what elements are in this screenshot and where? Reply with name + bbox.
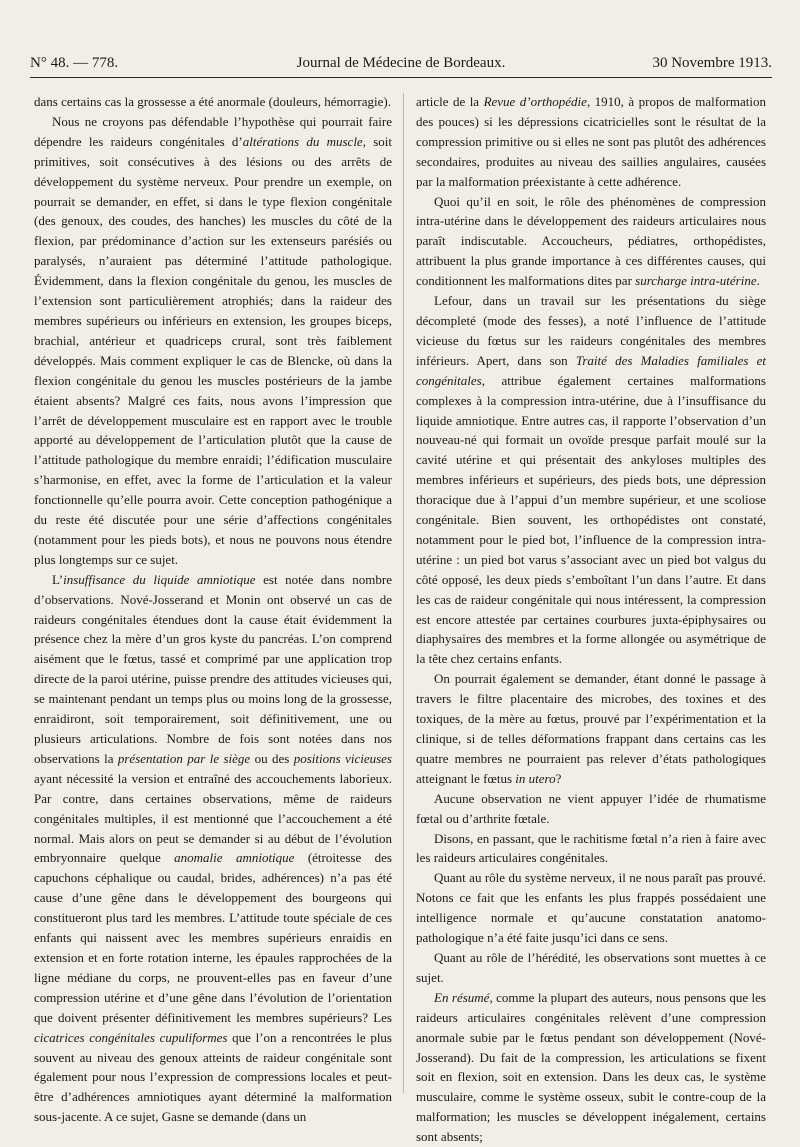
paragraph: Disons, en passant, que le rachitisme fœtal n’a rien à faire avec les raideurs articulaires congénitales.	[416, 830, 766, 866]
paragraph: Aucune observation ne vient appuyer l’idée de rhumatisme fœtal ou d’arthrite fœtale.	[416, 790, 766, 826]
paragraph: Quoi qu’il en soit, le rôle des phénomènes de compression intra-utérine dans le développement des raideurs articulaires nous paraît indiscutable. Accoucheurs, pédiatres, orthopédistes, attribuent la plus grande importance à ces différentes causes, qui conditionnent les malformations dites par surcharge intra-utérine.	[416, 193, 766, 289]
paragraph: Nous ne croyons pas défendable l’hypothèse qui pourrait faire dépendre les raideurs congénitales d’altérations du muscle, soit primitives, soit consécutives à des lésions ou des arrêts de développement du système nerveux. Pour prendre un exemple, on pourrait se demander, en effet, si dans le type flexion congénitale (des genoux, des coudes, des hanches) les muscles du côté de la flexion, par prédominance d’action sur les extenseurs parésiés ou paralysés, n’auraient pas déterminé l’attitude pathologique. Évidemment, dans la flexion congénitale du genou, les muscles de l’extension sont particulièrement atrophiés; dans la raideur des membres supérieurs ou inférieurs en extension, les groupes biceps, brachial, antérieur et quadriceps crural, sont très faiblement développés. Mais comment expliquer le cas de Blencke, où dans la flexion congénitale du genou les muscles postérieurs de la jambe étaient absents? Malgré ces faits, nous avons l’impression que l’arrêt de développement musculaire est en rapport avec le trouble apporté au développement de l’articulation plutôt que la cause de l’attitude pathologique du membre enraidi; l’édification musculaire s’harmonise, en effet, avec la forme de l’articulation et la valeur fonctionnelle qu’elle pourra avoir. Cette conception pathogénique a du reste été discutée pour une série d’affections congénitales (notamment pour les pieds bots), et nous ne pouvons nous étendre plus longtemps sur ce sujet.	[34, 113, 392, 567]
paragraph: Quant au rôle du système nerveux, il ne nous paraît pas prouvé. Notons ce fait que les enfants les plus frappés possédaient une intelligence normale et qu’aucune constatation anatomo-pathologique n’a été faite jusqu’ici dans ce sens.	[416, 870, 766, 946]
paragraph: En résumé, comme la plupart des auteurs, nous pensons que les raideurs articulaires congénitales relèvent d’une compression anormale subie par le fœtus pendant son développement (Nové-Josserand). Du fait de la compression, les articulations se fixent soit en flexion, soit en extension. Dans les deux cas, le système musculaire, comme le système osseux, subit le contre-coup de la malformation; les muscles se développent inégalement, certains sont absents;	[416, 989, 766, 1145]
header-rule	[30, 77, 772, 78]
paragraph: On pourrait également se demander, étant donné le passage à travers le filtre placentaire des microbes, des toxines et des toxiques, de la mère au fœtus, prouvé par l’expérimentation et la clinique, si de telles déformations frappant dans certains cas les quatre membres ne pourraient pas relever d’états pathologiques atteignant le fœtus in utero?	[416, 671, 766, 786]
paragraph: L’insuffisance du liquide amniotique est notée dans nombre d’observations. Nové-Josserand et Monin ont observé un cas de raideurs congénitales étendues dont la cause était évidemment la présence chez la mère d’un gros kyste du pancréas. L’on comprend aisément que le fœtus, tassé et comprimé par une application trop directe de la paroi utérine, puisse prendre des attitudes vicieuses qui, se maintenant pendant un temps plus ou moins long de la grossesse, enraidiront, soit temporairement, soit définitivement, une ou plusieurs articulations. Nombre de fois sont notées dans nos observations la présentation par le siège ou des positions vicieuses ayant nécessité la version et entraîné des accouchements laborieux. Par contre, dans certaines observations, même de raideurs congénitales multiples, il est mentionné que l’accouchement a été normal. Mais alors on peut se demander si au début de l’évolution embryonnaire quelque anomalie amniotique (étroitesse des capuchons céphalique ou caudal, brides, adhérences) n’a pas été cause d’une gêne dans le développement des bourgeons qui constitueront plus tard les membres. L’attitude toute spéciale de ces enfants qui naissent avec les membres supérieurs enraidis en extension et en forte rotation interne, les épaules rapprochées de la ligne médiane du corps, ne prouvent-elles pas en faveur d’une compression utérine et d’une gêne dans l’évolution de l’orientation que doivent présenter définitivement les membres supérieurs? Les cicatrices congénitales cupuliformes que l’on a rencontrées le plus souvent au niveau des genoux atteints de raideur congénitale sont également pour nous l’expression de compressions locales et peut-être d’adhérences amniotiques ayant déterminé la malformation sous-jacente. A ce sujet, Gasne se demande (dans un	[34, 571, 392, 1125]
page-header	[30, 52, 772, 76]
paragraph: dans certains cas la grossesse a été anormale (douleurs, hémorragie).	[34, 94, 391, 109]
column-divider	[403, 93, 404, 1093]
issue-date: 30 Novembre 1913.	[652, 55, 772, 71]
paragraph: Quant au rôle de l’hérédité, les observations sont muettes à ce sujet.	[416, 949, 766, 985]
right-column	[416, 92, 767, 1145]
journal-title: Journal de Médecine de Bordeaux.	[296, 55, 506, 71]
paragraph: article de la Revue d’orthopédie, 1910, à propos de malformation des pouces) si les dépressions cicatricielles sont le résultat de la compression primitive ou si elles ne sont pas plutôt des adhérences secondaires, produites au niveau des saillies angulaires, causées par la malformation préexistante à cette adhérence.	[416, 94, 767, 189]
paragraph: Lefour, dans un travail sur les présentations du siège décompleté (mode des fesses), a noté l’influence de l’attitude vicieuse du fœtus sur les raideurs congénitales des membres inférieurs. Apert, dans son Traité des Maladies familiales et congénitales, attribue également certaines malformations complexes à la compression intra-utérine, due à l’insuffisance du liquide amniotique. Entre autres cas, il rapporte l’observation d’un nouveau-né qui formait un ovoïde presque parfait moulé sur la cavité utérine et qui présentait des ankyloses multiples des membres inférieurs et supérieurs, des pieds bots, une dépression thoracique due à l’appui d’un membre supérieur, et une scoliose congénitale. Bien souvent, les orthopédistes ont constaté, notamment pour le pied bot, l’influence de la compression intra-utérine : un pied bot varus s’associant avec un pied bot valgus du côté opposé, les deux pieds s’emboîtant l’un dans l’autre. Et dans les cas de raideur congénitale qui nous intéressent, la compression est encore attestée par certaines courbures juxta-épiphysaires ou diaphysaires des membres et la forme allongée ou asymétrique de la tête chez certains enfants.	[416, 293, 766, 667]
left-column	[34, 92, 392, 1125]
issue-page-number: N° 48. — 778.	[30, 55, 119, 71]
